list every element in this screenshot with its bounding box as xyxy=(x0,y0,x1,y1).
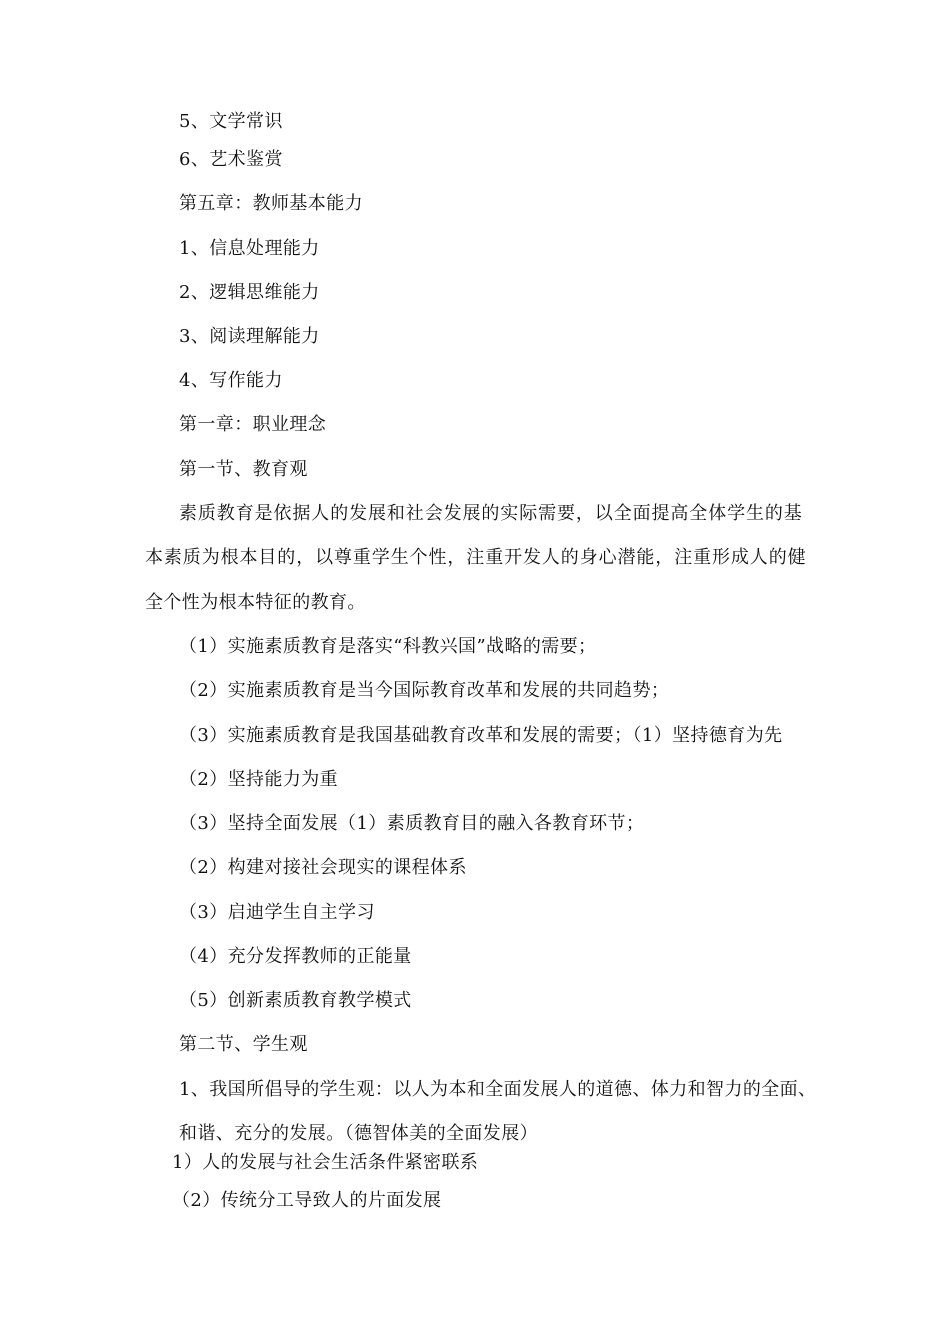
text-line-6: 3、阅读理解能力 xyxy=(179,326,320,347)
paragraph-line-3: 全个性为根本特征的教育。 xyxy=(145,592,366,613)
text-line-5: 2、逻辑思维能力 xyxy=(179,282,320,303)
student-view-line-3: 1）人的发展与社会生活条件紧密联系 xyxy=(172,1152,479,1173)
student-view-line-4: （2）传统分工导致人的片面发展 xyxy=(172,1190,442,1211)
student-view-line-1: 1、我国所倡导的学生观：以人为本和全面发展人的道德、体力和智力的全面、 xyxy=(179,1079,817,1100)
list-item-1: （1）实施素质教育是落实“科教兴国”战略的需要； xyxy=(179,636,597,657)
student-view-line-2: 和谐、充分的发展。（德智体美的全面发展） xyxy=(179,1123,538,1144)
list-item-8: （4）充分发挥教师的正能量 xyxy=(179,946,412,967)
list-item-4: （2）坚持能力为重 xyxy=(179,769,339,790)
list-item-2: （2）实施素质教育是当今国际教育改革和发展的共同趋势； xyxy=(179,680,670,701)
text-line-7: 4、写作能力 xyxy=(179,370,283,391)
text-line-2: 6、艺术鉴赏 xyxy=(179,149,283,170)
paragraph-line-1: 素质教育是依据人的发展和社会发展的实际需要，以全面提高全体学生的基 xyxy=(179,503,803,524)
list-item-9: （5）创新素质教育教学模式 xyxy=(179,990,412,1011)
chapter-heading-5: 第五章：教师基本能力 xyxy=(179,193,363,214)
paragraph-line-2: 本素质为根本目的，以尊重学生个性，注重开发人的身心潜能，注重形成人的健 xyxy=(145,547,807,568)
list-item-7: （3）启迪学生自主学习 xyxy=(179,902,375,923)
text-line-1: 5、文学常识 xyxy=(179,111,283,132)
section-heading-1: 第一节、教育观 xyxy=(179,459,308,480)
list-item-3: （3）实施素质教育是我国基础教育改革和发展的需要；（1）坚持德育为先 xyxy=(179,725,783,746)
list-item-5: （3）坚持全面发展（1）素质教育目的融入各教育环节； xyxy=(179,813,645,834)
list-item-6: （2）构建对接社会现实的课程体系 xyxy=(179,857,467,878)
text-line-4: 1、信息处理能力 xyxy=(179,238,320,259)
section-heading-2: 第二节、学生观 xyxy=(179,1034,308,1055)
chapter-heading-1: 第一章：职业理念 xyxy=(179,414,327,435)
